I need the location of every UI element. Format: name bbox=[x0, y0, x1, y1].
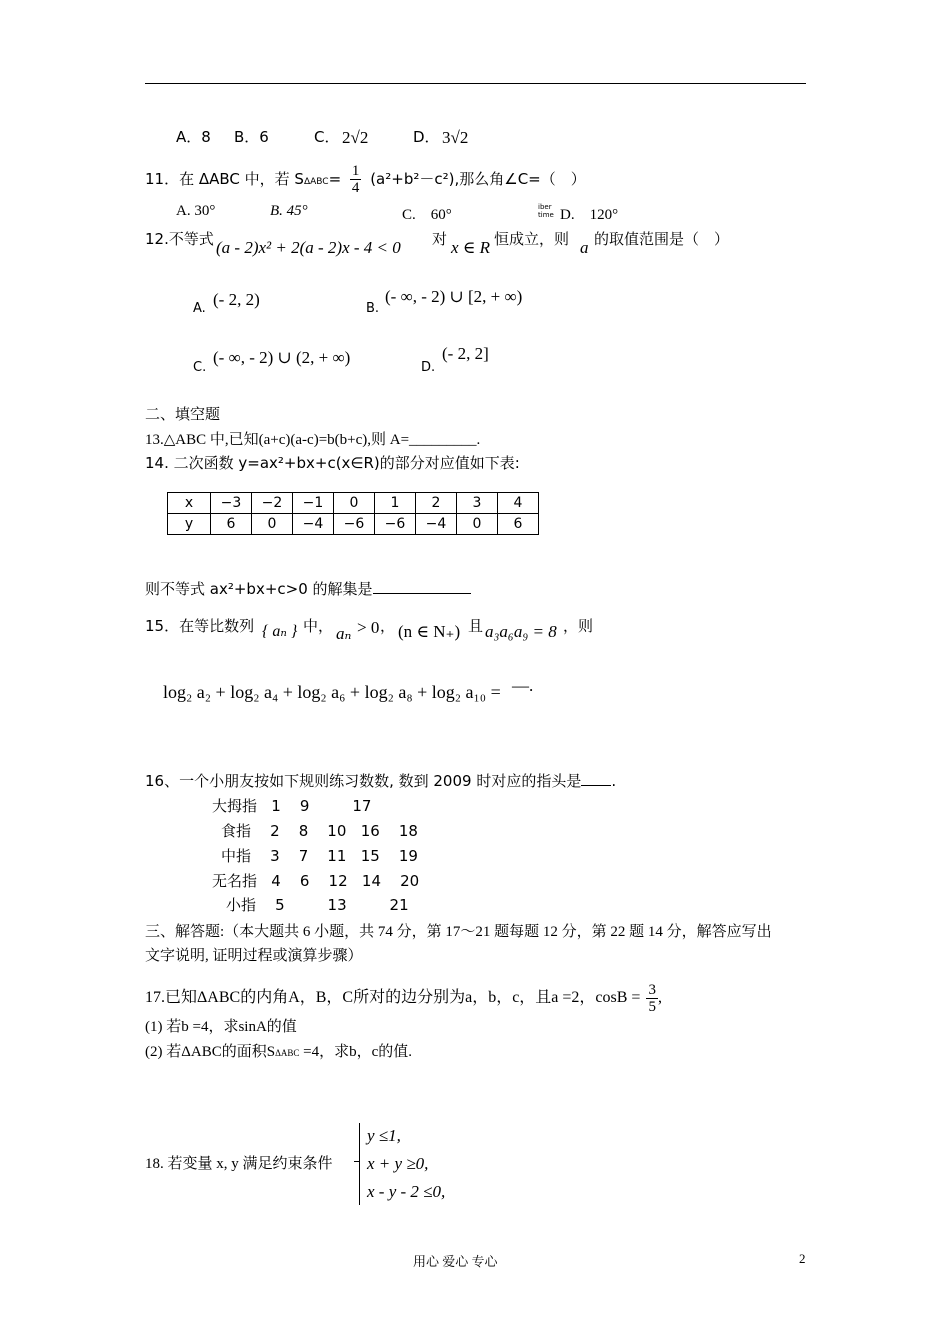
q18-stem: 18. 若变量 x, y 满足约束条件 bbox=[145, 1156, 333, 1172]
q18-constraint-3: x - y - 2 ≤0, bbox=[367, 1182, 446, 1201]
q15-expression: log₂ a₂ + log₂ a₄ + log₂ a₆ + log₂ a₈ + log₂ a₁₀ = bbox=[163, 682, 501, 702]
section-3-title-line-2: 文字说明, 证明过程或演算步骤） bbox=[145, 948, 363, 964]
q17-fraction: $\frac{3}{5}$ bbox=[648, 982, 656, 1015]
q10-option-d-value: 3√2 bbox=[442, 128, 469, 147]
q11-stem-sub: ΔABC bbox=[303, 177, 329, 187]
table-cell: 0 bbox=[457, 514, 498, 535]
q12-mid: 对 bbox=[432, 230, 448, 248]
q15-mid: 中， bbox=[303, 617, 334, 635]
q10-option-c: C． bbox=[314, 128, 340, 146]
q12-option-c-label: C. bbox=[193, 360, 207, 375]
q17-part-2-sub: ΔABC bbox=[275, 1048, 300, 1058]
table-cell: x bbox=[168, 493, 211, 514]
q15-an: aₙ bbox=[336, 624, 352, 643]
q16-row-ring: 无名指 4 6 12 14 20 bbox=[212, 872, 420, 890]
table-cell: −1 bbox=[293, 493, 334, 514]
q18-constraint-2: x + y ≥0, bbox=[367, 1154, 429, 1173]
q12-option-d-label: D. bbox=[421, 360, 436, 375]
q15-gt: > 0 bbox=[357, 618, 380, 637]
table-cell: 0 bbox=[252, 514, 293, 535]
q13-stem: 13.△ABC 中,已知(a+c)(a-c)=b(b+c),则 A=_________. bbox=[145, 432, 481, 448]
q11-option-d: D. 120° bbox=[560, 207, 619, 223]
q15-prefix: 15．在等比数列 bbox=[145, 617, 255, 635]
q12-end: 的取值范围是（ ） bbox=[594, 230, 730, 248]
answer-blank bbox=[373, 579, 471, 594]
table-cell: −3 bbox=[211, 493, 252, 514]
q15-comma: ， bbox=[380, 617, 396, 635]
q11-option-b: B. 45° bbox=[270, 203, 308, 219]
q10-option-c-value: 2√2 bbox=[342, 128, 369, 147]
q12-inequality: (a - 2)x² + 2(a - 2)x - 4 < 0 bbox=[216, 238, 401, 257]
table-cell: 6 bbox=[498, 514, 539, 535]
q14-value-table bbox=[167, 492, 539, 535]
q16-row-index: 食指 2 8 10 16 18 bbox=[221, 822, 418, 840]
q11-stem-prefix: 11．在 ΔABC 中，若 S bbox=[145, 170, 304, 188]
q11-watermark-mark: iber time bbox=[538, 203, 554, 219]
q17-stem-text: 17.已知ΔABC的内角A，B，C所对的边分别为a，b，c，且a =2，cosB = bbox=[145, 989, 641, 1007]
q16-stem-end: . bbox=[611, 772, 617, 790]
section-3-title-line-1: 三、解答题:（本大题共 6 小题，共 74 分，第 17～21 题每题 12 分，第 22 题 14 分，解答应写出 bbox=[145, 924, 772, 940]
q15-product: a₃a₆a₉ = 8 bbox=[485, 622, 557, 641]
q12-prefix: 12.不等式 bbox=[145, 230, 214, 248]
q11-stem bbox=[145, 163, 586, 196]
q12-option-a: (- 2, 2) bbox=[213, 290, 260, 309]
q15-dash: —. bbox=[512, 676, 534, 695]
page-number: 2 bbox=[799, 1251, 806, 1266]
table-cell: −4 bbox=[293, 514, 334, 535]
table-cell: −2 bbox=[252, 493, 293, 514]
q16-row-little: 小指 5 13 21 bbox=[226, 896, 409, 914]
q17-part-1: (1) 若b =4，求sinA的值 bbox=[145, 1019, 297, 1035]
q15-qie: 且 bbox=[468, 617, 484, 635]
table-row bbox=[168, 493, 539, 514]
q10-option-b: B．6 bbox=[234, 128, 269, 146]
section-2-title: 二、填空题 bbox=[145, 407, 221, 423]
q17-part-2-prefix: (2) 若ΔABC的面积S bbox=[145, 1044, 276, 1060]
q16-row-middle: 中指 3 7 11 15 19 bbox=[221, 847, 418, 865]
q12-option-b-label: B. bbox=[366, 301, 380, 316]
q11-stem-suffix: (a²+b²－c²),那么角∠C=（ ） bbox=[370, 170, 586, 188]
q16-stem bbox=[145, 770, 616, 791]
table-cell: −6 bbox=[334, 514, 375, 535]
q11-option-c: C. 60° bbox=[402, 207, 452, 223]
q11-option-a: A. 30° bbox=[176, 203, 216, 219]
q17-stem-end: , bbox=[657, 989, 662, 1007]
q18-constraint-1: y ≤1, bbox=[367, 1126, 401, 1145]
table-cell: −6 bbox=[375, 514, 416, 535]
q12-option-d: (- 2, 2] bbox=[442, 344, 489, 363]
table-row bbox=[168, 514, 539, 535]
q12-option-b: (- ∞, - 2) ∪ [2, + ∞) bbox=[385, 287, 523, 306]
q17-part-2 bbox=[145, 1040, 412, 1061]
q16-stem-text: 16、一个小朋友按如下规则练习数数, 数到 2009 时对应的指头是 bbox=[145, 772, 582, 790]
answer-blank bbox=[581, 771, 611, 786]
q14-after bbox=[145, 578, 471, 599]
q17-part-2-suffix: =4，求b，c的值. bbox=[299, 1044, 412, 1060]
q15-condition: (n ∈ N₊) bbox=[398, 622, 461, 641]
table-cell: 0 bbox=[334, 493, 375, 514]
q12-tail: 恒成立，则 bbox=[494, 230, 570, 248]
q12-option-a-label: A. bbox=[193, 301, 206, 316]
q10-option-d: D． bbox=[413, 128, 440, 146]
q11-stem-eq: = bbox=[328, 170, 342, 188]
footer-center: 用心 爱心 专心 bbox=[413, 1254, 498, 1269]
q14-after-text: 则不等式 ax²+bx+c>0 的解集是 bbox=[145, 580, 373, 598]
q15-ze: ，则 bbox=[563, 617, 594, 635]
q12-option-c: (- ∞, - 2) ∪ (2, + ∞) bbox=[213, 348, 351, 367]
q15-sequence: { aₙ } bbox=[262, 623, 298, 640]
q11-fraction: $\frac{1}{4}$ bbox=[351, 163, 360, 196]
q10-option-a: A．8 bbox=[176, 128, 211, 146]
table-cell: 1 bbox=[375, 493, 416, 514]
table-cell: 4 bbox=[498, 493, 539, 514]
q17-stem bbox=[145, 982, 662, 1015]
table-cell: 6 bbox=[211, 514, 252, 535]
q12-condition: x ∈ R bbox=[451, 238, 491, 257]
header-rule bbox=[145, 83, 806, 84]
q12-var: a bbox=[580, 238, 589, 257]
table-cell: y bbox=[168, 514, 211, 535]
q16-row-thumb: 大拇指 1 9 17 bbox=[212, 797, 372, 815]
table-cell: 2 bbox=[416, 493, 457, 514]
q18-brace bbox=[359, 1123, 366, 1205]
table-cell: 3 bbox=[457, 493, 498, 514]
table-cell: −4 bbox=[416, 514, 457, 535]
q14-stem: 14. 二次函数 y=ax²+bx+c(x∈R)的部分对应值如下表: bbox=[145, 454, 520, 472]
